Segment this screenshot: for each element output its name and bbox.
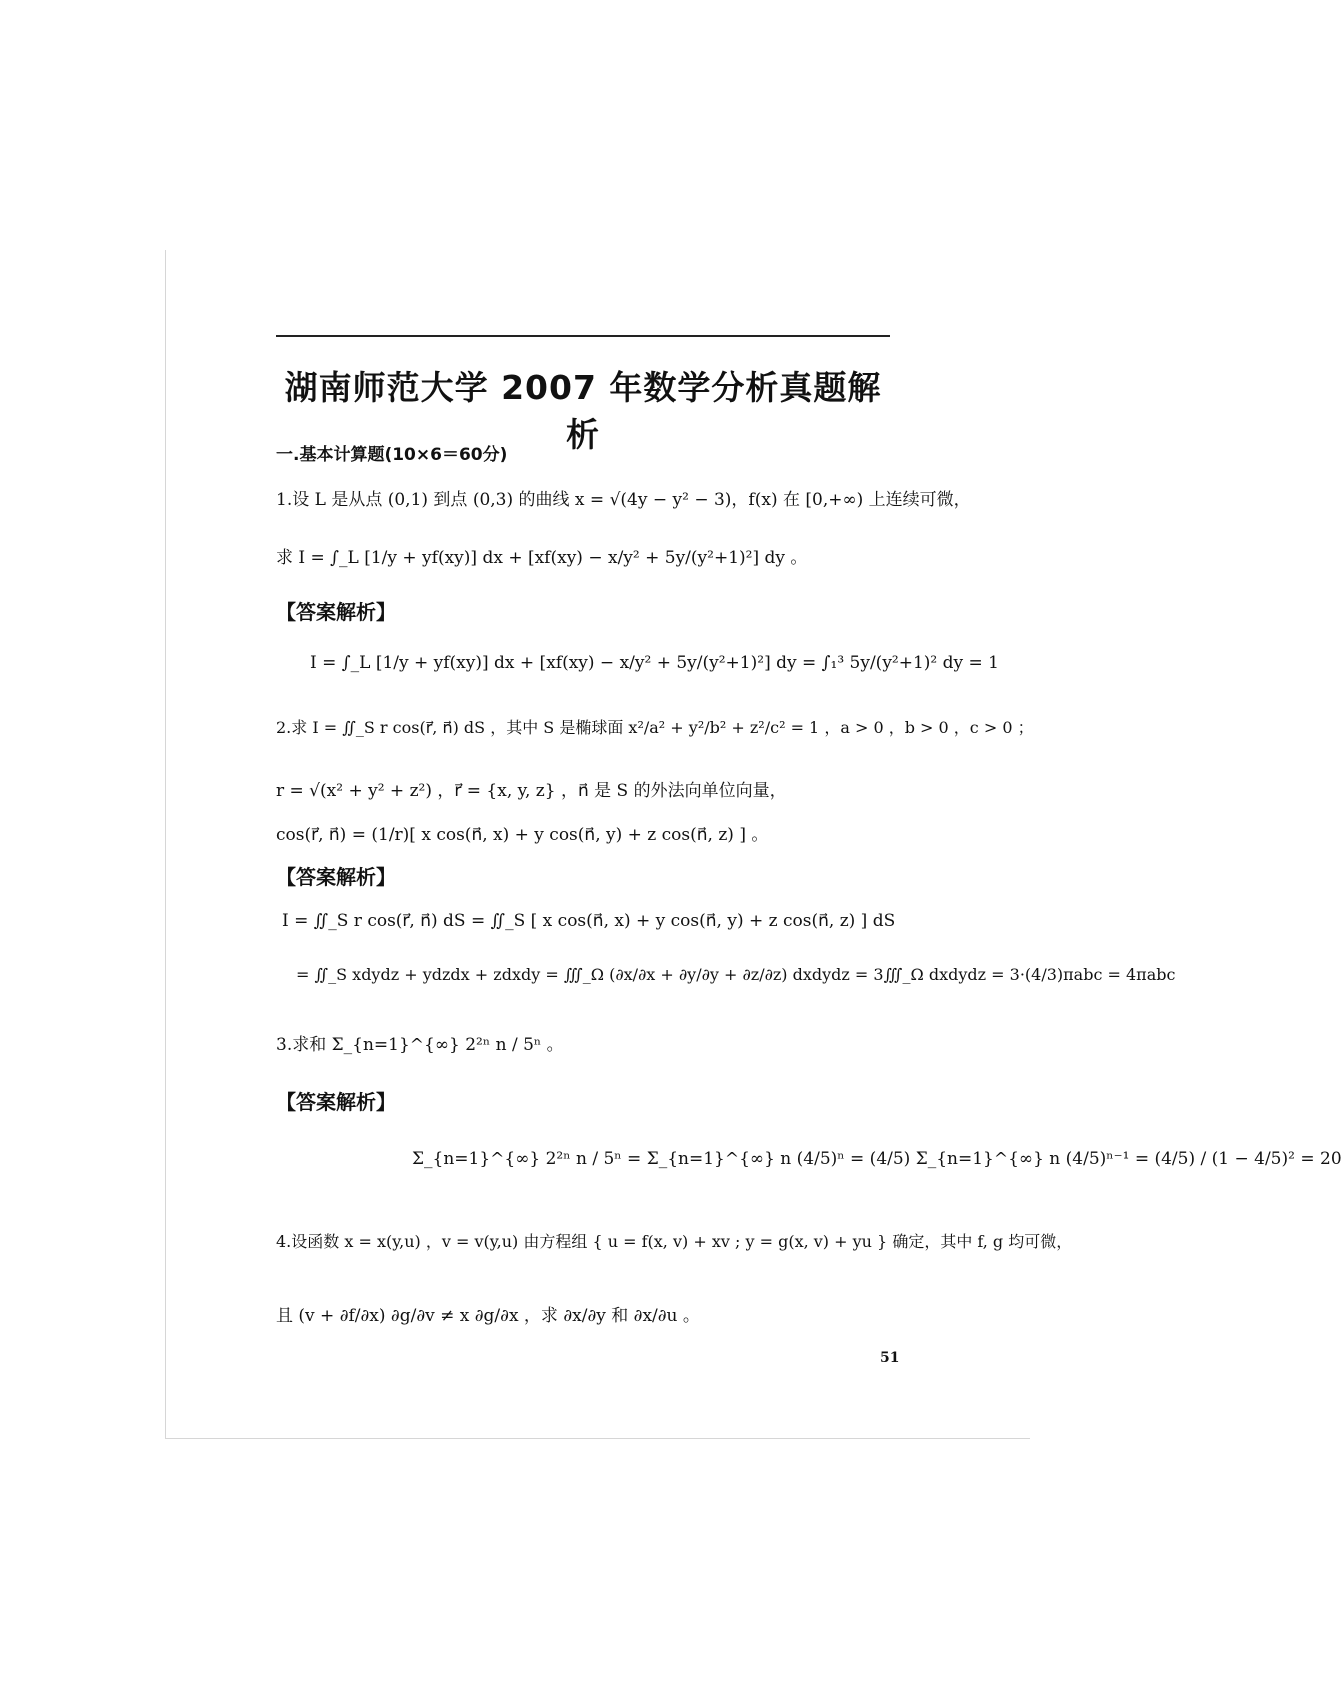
scan-border-left <box>165 250 166 1438</box>
answer-label-2: 【答案解析】 <box>276 865 396 889</box>
answer-2-line-2: = ∬_S xdydz + ydzdx + zdxdy = ∭_Ω (∂x/∂x + ∂y/∂y + ∂z/∂z) dxdydz = 3∭_Ω dxdydz = 3·(4/3)πabc = 4πabc <box>296 965 1176 984</box>
problem-2-line-3: cos(r⃗, n⃗) = (1/r)[ x cos(n⃗, x) + y cos(n⃗, y) + z cos(n⃗, z) ] 。 <box>276 825 769 845</box>
problem-1-line-2: 求 I = ∫_L [1/y + yf(xy)] dx + [xf(xy) − x/y² + 5y/(y²+1)²] dy 。 <box>276 548 808 568</box>
problem-2-line-2: r = √(x² + y² + z²) ，r⃗ = {x, y, z} ，n⃗ 是 S 的外法向单位向量， <box>276 781 787 801</box>
header-rule <box>276 335 890 337</box>
answer-label-3: 【答案解析】 <box>276 1090 396 1114</box>
answer-3-line-1: Σ_{n=1}^{∞} 2²ⁿ n / 5ⁿ = Σ_{n=1}^{∞} n (4/5)ⁿ = (4/5) Σ_{n=1}^{∞} n (4/5)ⁿ⁻¹ = (4/5) / (1 − 4/5)² = 20 <box>412 1149 1342 1169</box>
answer-1-line-1: I = ∫_L [1/y + yf(xy)] dx + [xf(xy) − x/y² + 5y/(y²+1)²] dy = ∫₁³ 5y/(y²+1)² dy = 1 <box>310 653 999 673</box>
answer-2-line-1: I = ∬_S r cos(r⃗, n⃗) dS = ∬_S [ x cos(n⃗, x) + y cos(n⃗, y) + z cos(n⃗, z) ] dS <box>282 911 896 931</box>
section-heading: 一.基本计算题(10×6＝60分) <box>276 445 508 465</box>
problem-4-line-2: 且 (v + ∂f/∂x) ∂g/∂v ≠ x ∂g/∂x ，求 ∂x/∂y 和 ∂x/∂u 。 <box>276 1306 700 1326</box>
problem-1-line-1: 1.设 L 是从点 (0,1) 到点 (0,3) 的曲线 x = √(4y − y² − 3)，f(x) 在 [0,+∞) 上连续可微， <box>276 490 971 510</box>
problem-2-line-1: 2.求 I = ∬_S r cos(r⃗, n⃗) dS ，其中 S 是椭球面 x²/a² + y²/b² + z²/c² = 1 ，a > 0 ，b > 0 ，c > 0 ； <box>276 718 1034 737</box>
page-number: 51 <box>880 1350 900 1366</box>
problem-3-line-1: 3.求和 Σ_{n=1}^{∞} 2²ⁿ n / 5ⁿ 。 <box>276 1035 564 1055</box>
page-title: 湖南师范大学 2007 年数学分析真题解析 <box>284 368 882 454</box>
problem-4-line-1: 4.设函数 x = x(y,u) ，v = v(y,u) 由方程组 { u = f(x, v) + xv ; y = g(x, v) + yu } 确定，其中 f, g 均可微， <box>276 1232 1073 1251</box>
answer-label-1: 【答案解析】 <box>276 600 396 624</box>
scan-border-bottom <box>165 1438 1030 1439</box>
